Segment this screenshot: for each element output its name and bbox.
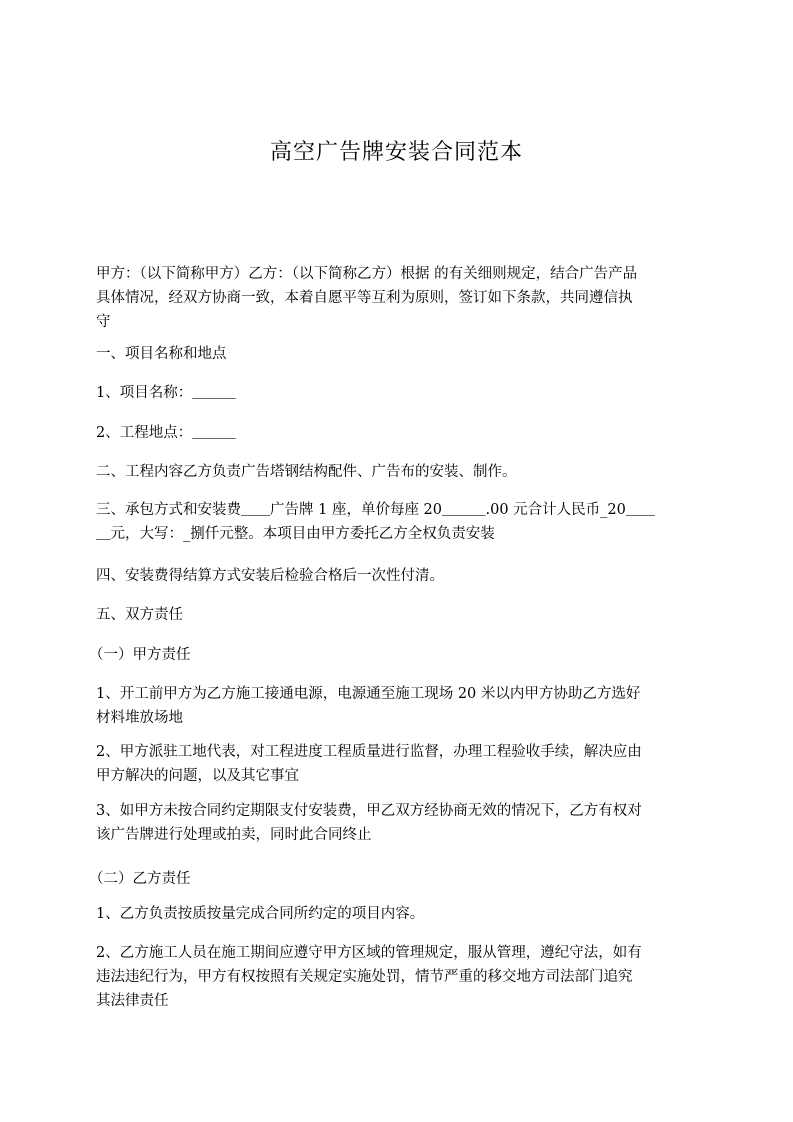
document-title: 高空广告牌安装合同范本	[269, 140, 523, 165]
text-line: ＿元，大写：_捌仟元整。本项目由甲方委托乙方全权负责安装	[96, 526, 495, 542]
section-heading	[96, 603, 706, 627]
text-line: 甲方：（以下简称甲方）乙方：（以下简称乙方）根据 的有关细则规定，结合广告产品	[96, 266, 638, 282]
section-heading	[96, 564, 706, 588]
clause-paragraph	[96, 421, 706, 445]
section-heading	[96, 498, 706, 546]
clause-paragraph	[96, 941, 706, 1013]
clause-paragraph	[96, 381, 706, 405]
text-line: 三、承包方式和安装费＿＿广告牌 1 座，单价每座 20＿＿＿.00 元合计人民币_20＿＿	[96, 502, 655, 518]
text-line: 3、如甲方未按合同约定期限支付安装费，甲乙双方经协商无效的情况下，乙方有权对	[96, 803, 642, 819]
section-heading	[96, 460, 706, 484]
text-line: 材料堆放场地	[96, 710, 183, 726]
text-line: 四、安装费得结算方式安装后检验合格后一次性付清。	[96, 568, 444, 584]
text-line: 2、乙方施工人员在施工期间应遵守甲方区域的管理规定，服从管理，遵纪守法，如有	[96, 945, 642, 961]
text-line: 一、项目名称和地点	[96, 346, 227, 362]
intro-paragraph	[96, 262, 706, 334]
text-line: 二、工程内容乙方负责广告塔钢结构配件、广告布的安装、制作。	[96, 464, 517, 480]
text-line: 该广告牌进行处理或拍卖，同时此合同终止	[96, 827, 372, 843]
section-heading	[96, 342, 706, 366]
text-line: 1、项目名称：＿＿＿	[96, 385, 236, 401]
clause-paragraph	[96, 740, 706, 788]
clause-paragraph	[96, 799, 706, 847]
text-line: 具体情况，经双方协商一致，本着自愿平等互利为原则，签订如下条款，共同遵信执	[96, 290, 633, 306]
text-line: 甲方解决的问题，以及其它事宜	[96, 768, 299, 784]
text-line: 2、甲方派驻工地代表，对工程进度工程质量进行监督，办理工程验收手续，解决应由	[96, 744, 642, 760]
text-line: 1、乙方负责按质按量完成合同所约定的项目内容。	[96, 906, 425, 922]
subsection-heading	[89, 867, 699, 891]
text-line: 违法违纪行为，甲方有权按照有关规定实施处罚，情节严重的移交地方司法部门追究	[96, 969, 633, 985]
text-line: 守	[96, 314, 111, 330]
text-line: 1、开工前甲方为乙方施工接通电源，电源通至施工现场 20 米以内甲方协助乙方选好	[96, 686, 641, 702]
text-line: 2、工程地点：＿＿＿	[96, 425, 236, 441]
text-line: （一）甲方责任	[89, 647, 191, 663]
clause-paragraph	[96, 902, 706, 926]
text-line: 其法律责任	[96, 993, 169, 1009]
subsection-heading	[89, 643, 699, 667]
text-line: （二）乙方责任	[89, 871, 191, 887]
text-line: 五、双方责任	[96, 607, 183, 623]
clause-paragraph	[96, 682, 706, 730]
